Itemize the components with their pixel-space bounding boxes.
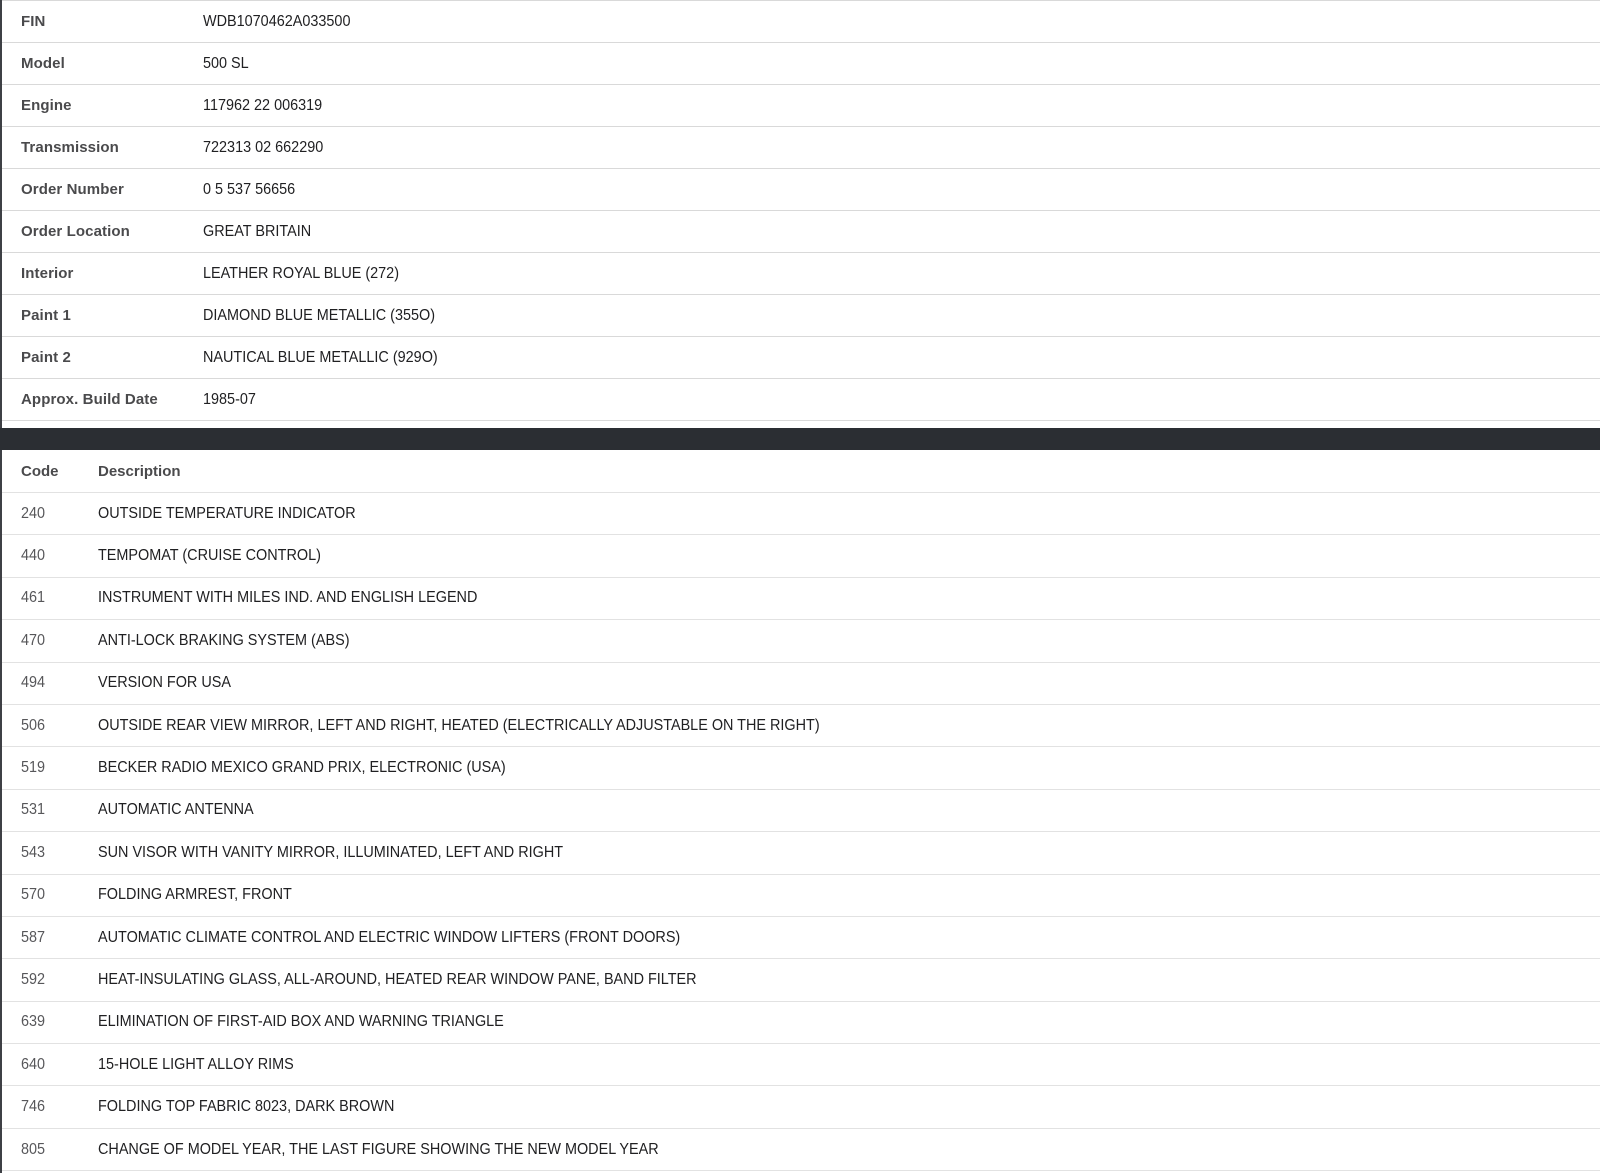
option-description-text: ELIMINATION OF FIRST-AID BOX AND WARNING TRIANGLE: [98, 1013, 504, 1031]
info-label: Model: [21, 55, 65, 72]
option-row: [2, 578, 1600, 620]
info-row: [2, 379, 1600, 421]
option-description-text: TEMPOMAT (CRUISE CONTROL): [98, 547, 321, 565]
option-code: [21, 589, 98, 607]
option-code: [21, 971, 98, 989]
info-label: Paint 2: [21, 349, 71, 366]
info-label: Paint 1: [21, 307, 71, 324]
info-row: [2, 211, 1600, 253]
info-value: [203, 223, 319, 241]
option-row: [2, 747, 1600, 789]
option-row: [2, 535, 1600, 577]
info-value-text: GREAT BRITAIN: [203, 222, 312, 240]
option-description: [98, 547, 338, 565]
option-description-text: CHANGE OF MODEL YEAR, THE LAST FIGURE SHOWING THE NEW MODEL YEAR: [98, 1140, 659, 1158]
info-label: Order Number: [21, 181, 124, 198]
info-label: Order Location: [21, 223, 130, 240]
info-value-text: 722313 02 662290: [203, 138, 324, 156]
section-divider-bar: [0, 428, 1600, 450]
options-header-row: [2, 450, 1600, 493]
options-rows-container: [2, 493, 1600, 1171]
info-value-text: DIAMOND BLUE METALLIC (355O): [203, 306, 436, 324]
option-code-text: 640: [21, 1055, 46, 1073]
info-value: [203, 97, 331, 115]
info-value-text: WDB1070462A033500: [203, 12, 351, 30]
option-code: [21, 632, 98, 650]
info-label: Engine: [21, 97, 72, 114]
option-code-text: 240: [21, 504, 46, 522]
option-description: [98, 505, 375, 523]
option-code: [21, 929, 98, 947]
option-description-text: FOLDING TOP FABRIC 8023, DARK BROWN: [98, 1098, 395, 1116]
info-row: [2, 169, 1600, 211]
option-code-text: 543: [21, 843, 46, 861]
option-code-text: 746: [21, 1098, 46, 1116]
info-value-text: 1985-07: [203, 390, 256, 408]
option-code: [21, 1013, 98, 1031]
option-code: [21, 505, 98, 523]
option-description: [98, 929, 724, 947]
option-description-text: AUTOMATIC ANTENNA: [98, 801, 254, 819]
option-description: [98, 1098, 417, 1116]
option-code: [21, 801, 98, 819]
option-code: [21, 674, 98, 692]
option-row: [2, 790, 1600, 832]
option-code-text: 805: [21, 1140, 46, 1158]
info-row: [2, 127, 1600, 169]
option-description: [98, 886, 306, 904]
option-code: [21, 1098, 98, 1116]
info-value-text: 117962 22 006319: [203, 96, 323, 114]
info-value-text: LEATHER ROYAL BLUE (272): [203, 264, 400, 282]
option-description: [98, 1141, 701, 1159]
option-code-text: 531: [21, 801, 46, 819]
option-description: [98, 717, 874, 735]
option-code: [21, 1141, 98, 1159]
info-row: [2, 337, 1600, 379]
info-value: [203, 181, 302, 199]
option-description: [98, 589, 506, 607]
info-value-text: 500 SL: [203, 54, 249, 72]
info-value: [203, 13, 362, 31]
option-description-text: SUN VISOR WITH VANITY MIRROR, ILLUMINATED, LEFT AND RIGHT: [98, 843, 564, 861]
option-code: [21, 547, 98, 565]
info-row: [2, 85, 1600, 127]
option-description-text: ANTI-LOCK BRAKING SYSTEM (ABS): [98, 631, 350, 649]
option-description: [98, 674, 241, 692]
option-code: [21, 1056, 98, 1074]
option-row: [2, 1044, 1600, 1086]
option-code: [21, 717, 98, 735]
option-description-text: BECKER RADIO MEXICO GRAND PRIX, ELECTRONIC (USA): [98, 759, 506, 777]
option-description: [98, 759, 536, 777]
option-code-text: 570: [21, 886, 46, 904]
option-code: [21, 759, 98, 777]
option-description-text: OUTSIDE REAR VIEW MIRROR, LEFT AND RIGHT, HEATED (ELECTRICALLY ADJUSTABLE ON THE RIGHT): [98, 716, 820, 734]
option-row: [2, 1129, 1600, 1171]
option-description: [98, 971, 742, 989]
option-description: [98, 1056, 308, 1074]
option-code-text: 494: [21, 674, 46, 692]
info-label: FIN: [21, 13, 46, 30]
option-description-text: INSTRUMENT WITH MILES IND. AND ENGLISH LEGEND: [98, 589, 478, 607]
info-row: [2, 1, 1600, 43]
option-row: [2, 705, 1600, 747]
code-column-header: Code: [21, 462, 59, 480]
option-code-text: 587: [21, 928, 46, 946]
option-code-text: 639: [21, 1013, 46, 1031]
info-value: [203, 265, 414, 283]
option-row: [2, 663, 1600, 705]
option-row: [2, 917, 1600, 959]
option-row: [2, 1086, 1600, 1128]
option-code: [21, 844, 98, 862]
option-row: [2, 620, 1600, 662]
option-description-text: 15-HOLE LIGHT ALLOY RIMS: [98, 1055, 294, 1073]
option-description-text: OUTSIDE TEMPERATURE INDICATOR: [98, 504, 356, 522]
info-value-text: NAUTICAL BLUE METALLIC (929O): [203, 348, 438, 366]
description-column-header: Description: [98, 462, 181, 480]
option-code-text: 506: [21, 716, 46, 734]
info-value: [203, 307, 453, 325]
info-value: [203, 55, 252, 73]
option-code-text: 470: [21, 631, 46, 649]
option-code-text: 519: [21, 759, 46, 777]
info-value: [203, 139, 332, 157]
info-label: Approx. Build Date: [21, 391, 158, 408]
option-description-text: VERSION FOR USA: [98, 674, 231, 692]
info-label: Transmission: [21, 139, 119, 156]
info-value: [203, 391, 260, 409]
option-code-text: 592: [21, 970, 46, 988]
option-row: [2, 875, 1600, 917]
info-label: Interior: [21, 265, 74, 282]
option-code-text: 461: [21, 589, 46, 607]
option-row: [2, 832, 1600, 874]
option-row: [2, 493, 1600, 535]
option-codes-table: [2, 450, 1600, 1171]
option-description: [98, 801, 265, 819]
info-row: [2, 295, 1600, 337]
option-description: [98, 1013, 534, 1031]
option-code-text: 440: [21, 547, 46, 565]
option-description: [98, 632, 368, 650]
option-code: [21, 886, 98, 904]
option-description: [98, 844, 598, 862]
info-row: [2, 253, 1600, 295]
option-row: [2, 1002, 1600, 1044]
info-value: [203, 349, 455, 367]
option-description-text: HEAT-INSULATING GLASS, ALL-AROUND, HEATED REAR WINDOW PANE, BAND FILTER: [98, 970, 697, 988]
option-description-text: AUTOMATIC CLIMATE CONTROL AND ELECTRIC WINDOW LIFTERS (FRONT DOORS): [98, 928, 681, 946]
info-row: [2, 43, 1600, 85]
option-description-text: FOLDING ARMREST, FRONT: [98, 886, 292, 904]
option-row: [2, 959, 1600, 1001]
info-value-text: 0 5 537 56656: [203, 180, 296, 198]
vehicle-info-table: [2, 0, 1600, 421]
content-area: [2, 0, 1600, 1171]
